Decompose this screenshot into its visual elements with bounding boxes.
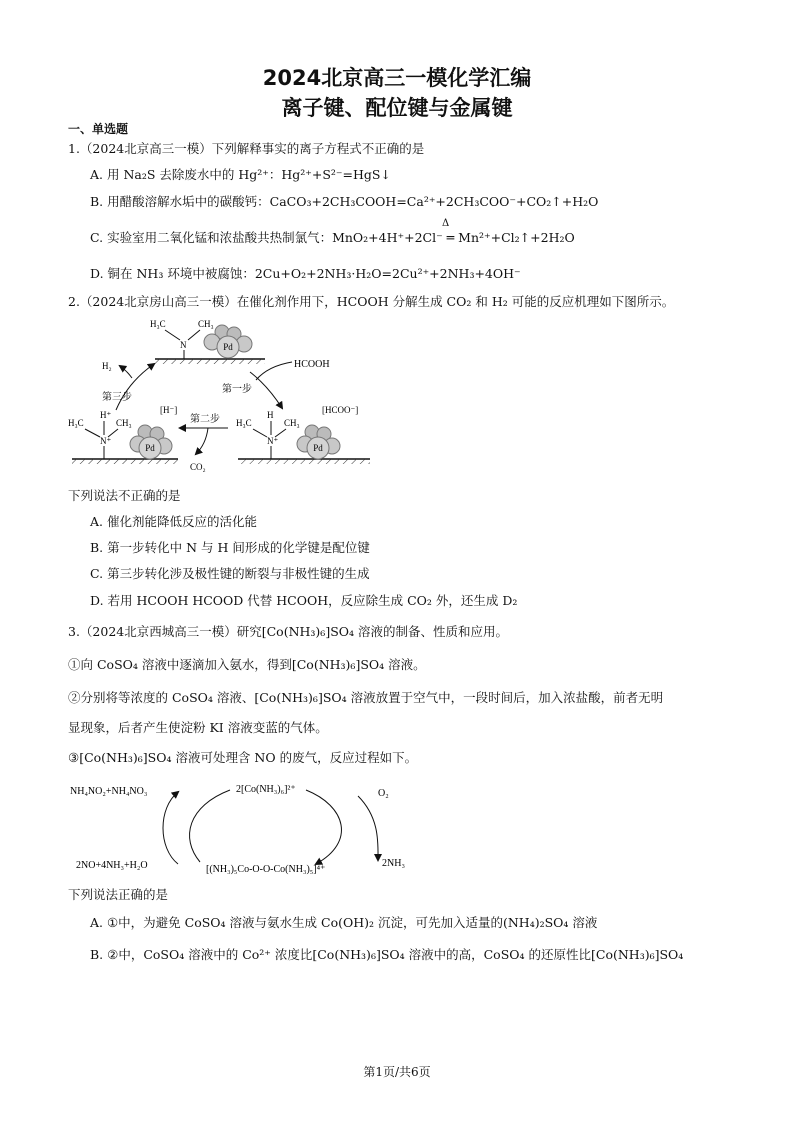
step1-arrow	[222, 359, 330, 408]
no-treatment-cycle-diagram	[60, 778, 420, 878]
bottom-right-surface	[238, 459, 370, 464]
bottom-left-amine	[68, 410, 132, 459]
bl-ch3-label: CH₃	[116, 418, 132, 428]
cycle-bottom-left: 2NO+4NH₃+H₂O	[76, 860, 148, 871]
right-arc-arrow	[358, 796, 378, 860]
q2-option-a: A. 催化剂能降低反应的活化能	[90, 514, 257, 529]
cycle-top-mid: 2[Co(NH₃)₆]²⁺	[236, 784, 296, 795]
q1-option-a: A. 用 Na₂S 去除废水中的 Hg²⁺：Hg²⁺+S²⁻=HgS↓	[90, 167, 391, 182]
step3-label: 第三步	[102, 392, 132, 403]
h2-label: H₂	[102, 361, 112, 371]
left-arc-arrow	[163, 792, 178, 864]
co2-label: CO₂	[190, 462, 206, 472]
bl-h3c-label: H₃C	[68, 418, 84, 428]
br-n-plus-label: N⁺	[267, 436, 279, 446]
right-cross-arc	[306, 790, 341, 864]
top-h3c-label: H₃C	[150, 319, 166, 329]
q2-option-c: C. 第三步转化涉及极性键的断裂与非极性键的生成	[90, 566, 370, 581]
top-n-label: N	[180, 340, 187, 350]
hcooh-label: HCOOH	[294, 359, 330, 370]
title-line-2: 离子键、配位键与金属键	[281, 96, 513, 120]
h-minus-label: [H⁻]	[160, 405, 178, 415]
top-pd-cluster	[204, 325, 252, 358]
step1-label: 第一步	[222, 384, 252, 395]
catalysis-mechanism-diagram	[60, 314, 400, 474]
q3-statement-3: ③[Co(NH₃)₆]SO₄ 溶液可处理含 NO 的废气，反应过程如下。	[68, 750, 418, 765]
cycle-top-left: NH₄NO₂+NH₄NO₃	[70, 786, 148, 797]
q3-statement-2a: ②分别将等浓度的 CoSO₄ 溶液、[Co(NH₃)₆]SO₄ 溶液放置于空气中，一段时间后，加入浓盐酸，前者无明	[68, 690, 664, 705]
step2-arrow	[180, 412, 228, 472]
bottom-right-amine	[236, 410, 300, 459]
bottom-left-pd-cluster	[130, 405, 177, 459]
q3-option-b: B. ②中，CoSO₄ 溶液中的 Co²⁺ 浓度比[Co(NH₃)₆]SO₄ 溶液中的高，CoSO₄ 的还原性比[Co(NH₃)₆]SO₄	[90, 947, 684, 962]
top-surface	[155, 359, 265, 364]
hcoo-minus-label: [HCOO⁻]	[322, 405, 359, 415]
q3-option-a: A. ①中，为避免 CoSO₄ 溶液与氨水生成 Co(OH)₂ 沉淀，可先加入适量的(NH₄)₂SO₄ 溶液	[90, 915, 598, 930]
q1-option-c-condition: Δ	[442, 218, 450, 229]
q3-statement-1: ①向 CoSO₄ 溶液中逐滴加入氨水，得到[Co(NH₃)₆]SO₄ 溶液。	[68, 657, 426, 672]
title-line-1: 2024北京高三一模化学汇编	[262, 66, 532, 90]
bottom-left-pd-label: Pd	[145, 443, 155, 453]
br-h3c-label: H₃C	[236, 418, 252, 428]
section-heading: 一、单选题	[68, 122, 129, 136]
bl-h-plus-label: H⁺	[100, 410, 112, 420]
cycle-top-right: O₂	[378, 788, 389, 799]
q1-option-d: D. 铜在 NH₃ 环境中被腐蚀：2Cu+O₂+2NH₃·H₂O=2Cu²⁺+2NH₃+4OH⁻	[90, 266, 521, 281]
bl-n-plus-label: N⁺	[100, 436, 112, 446]
br-ch3-label: CH₃	[284, 418, 300, 428]
cycle-bottom-mid: [(NH₃)₅Co-O-O-Co(NH₃)₅]⁴⁺	[206, 864, 326, 875]
step3-arrow	[102, 361, 154, 410]
cycle-bottom-right: 2NH₃	[382, 858, 405, 869]
left-cross-arc	[190, 790, 230, 862]
q2-prompt: 下列说法不正确的是	[68, 488, 181, 503]
bottom-left-surface	[72, 459, 178, 464]
q1-option-c: C. 实验室用二氧化锰和浓盐酸共热制氯气：MnO₂+4H⁺+2Cl⁻ ═ Mn²⁺+Cl₂↑+2H₂O	[90, 230, 575, 245]
bottom-right-pd-label: Pd	[313, 443, 323, 453]
q1-option-b: B. 用醋酸溶解水垢中的碳酸钙：CaCO₃+2CH₃COOH=Ca²⁺+2CH₃COO⁻+CO₂↑+H₂O	[90, 194, 599, 209]
br-h-label: H	[267, 410, 274, 420]
q3-prompt: 下列说法正确的是	[68, 887, 169, 902]
q1-stem: 1.（2024北京高三一模）下列解释事实的离子方程式不正确的是	[68, 141, 425, 156]
step2-label: 第二步	[190, 414, 220, 425]
q2-stem: 2.（2024北京房山高三一模）在催化剂作用下，HCOOH 分解生成 CO₂ 和 H₂ 可能的反应机理如下图所示。	[68, 294, 675, 309]
q2-option-b: B. 第一步转化中 N 与 H 间形成的化学键是配位键	[90, 540, 370, 555]
top-pd-label: Pd	[223, 342, 233, 352]
q3-statement-2b: 显现象，后者产生使淀粉 KI 溶液变蓝的气体。	[68, 720, 328, 735]
q3-stem: 3.（2024北京西城高三一模）研究[Co(NH₃)₆]SO₄ 溶液的制备、性质和应用。	[68, 624, 508, 639]
q2-option-d: D. 若用 HCOOH HCOOD 代替 HCOOH，反应除生成 CO₂ 外，还生成 D₂	[90, 593, 518, 608]
top-ch3-label: CH₃	[198, 319, 214, 329]
page-footer: 第1页/共6页	[363, 1065, 431, 1079]
bottom-right-pd-cluster	[297, 405, 358, 459]
